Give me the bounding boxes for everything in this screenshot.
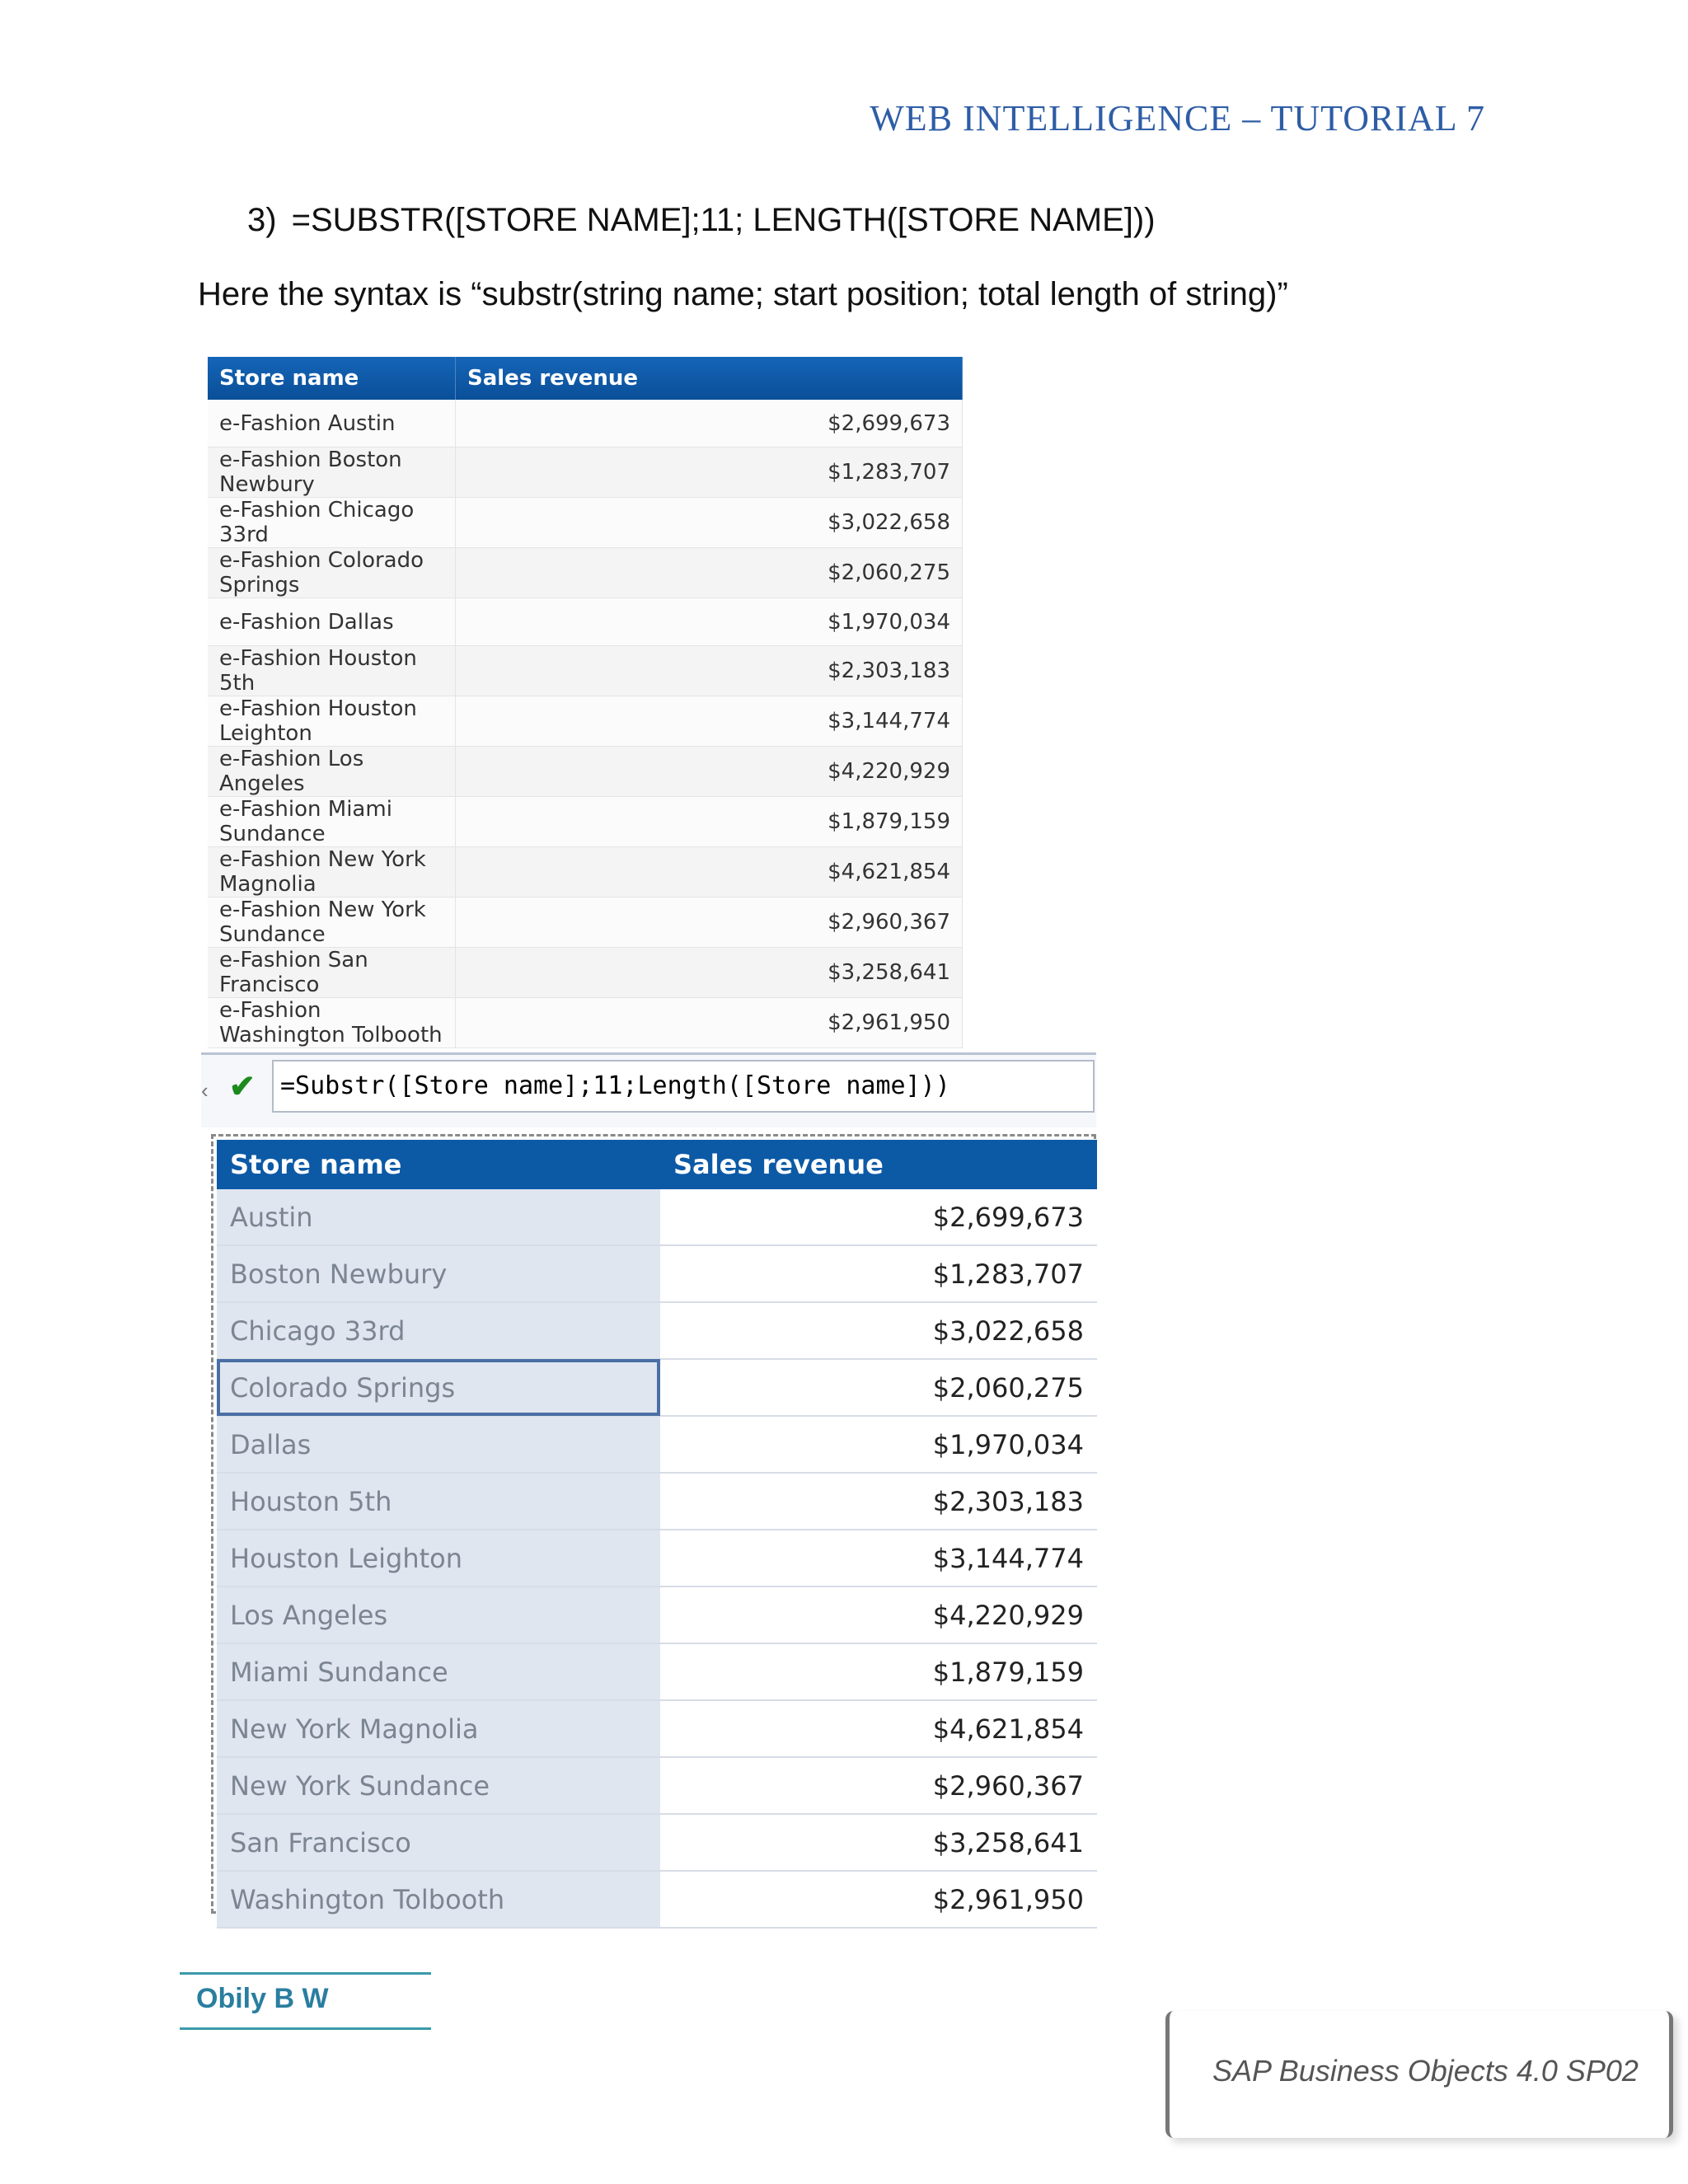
sales-revenue-cell: $3,144,774: [456, 696, 963, 747]
table-row[interactable]: [217, 1473, 1097, 1530]
sales-revenue-cell[interactable]: $2,303,183: [660, 1473, 1097, 1530]
store-name-cell: e-Fashion New York Sundance: [208, 898, 456, 948]
table-row: [208, 898, 963, 948]
table-row[interactable]: [217, 1530, 1097, 1586]
store-name-cell: e-Fashion New York Magnolia: [208, 847, 456, 898]
sales-revenue-cell[interactable]: $3,144,774: [660, 1530, 1097, 1586]
store-name-cell: e-Fashion Houston 5th: [208, 646, 456, 696]
store-name-cell: e-Fashion San Francisco: [208, 948, 456, 998]
sales-revenue-cell: $2,060,275: [456, 548, 963, 598]
syntax-description: Here the syntax is “substr(string name; start position; total length of string)”: [198, 276, 1288, 312]
store-name-cell: e-Fashion Colorado Springs: [208, 548, 456, 598]
sales-revenue-cell[interactable]: $1,879,159: [660, 1643, 1097, 1700]
sales-revenue-cell: $1,283,707: [456, 448, 963, 498]
store-name-cell[interactable]: New York Magnolia: [217, 1700, 660, 1757]
table-row[interactable]: [217, 1814, 1097, 1871]
sales-revenue-cell[interactable]: $4,621,854: [660, 1700, 1097, 1757]
table-row: [208, 646, 963, 696]
sales-revenue-cell: $2,961,950: [456, 998, 963, 1048]
table-body: [208, 400, 963, 1048]
table-row[interactable]: [217, 1871, 1097, 1928]
table-row[interactable]: [217, 1700, 1097, 1757]
sales-revenue-cell: $4,220,929: [456, 747, 963, 797]
store-name-cell[interactable]: Dallas: [217, 1416, 660, 1473]
store-name-cell: e-Fashion Houston Leighton: [208, 696, 456, 747]
store-name-cell[interactable]: New York Sundance: [217, 1757, 660, 1814]
sales-revenue-cell[interactable]: $3,022,658: [660, 1302, 1097, 1359]
store-name-cell: e-Fashion Washington Tolbooth: [208, 998, 456, 1048]
step-number: 3): [247, 202, 277, 238]
sales-revenue-cell: $3,258,641: [456, 948, 963, 998]
table-row: [208, 498, 963, 548]
sales-revenue-cell: $1,879,159: [456, 797, 963, 847]
store-name-cell[interactable]: Washington Tolbooth: [217, 1871, 660, 1928]
table-row[interactable]: [217, 1245, 1097, 1302]
store-name-cell[interactable]: Miami Sundance: [217, 1643, 660, 1700]
sales-revenue-cell[interactable]: $4,220,929: [660, 1586, 1097, 1643]
formula-bar: [201, 1052, 1096, 1127]
store-name-cell: e-Fashion Austin: [208, 400, 456, 448]
store-name-cell: e-Fashion Los Angeles: [208, 747, 456, 797]
store-name-cell[interactable]: Colorado Springs: [217, 1359, 660, 1416]
sales-revenue-cell[interactable]: $2,699,673: [660, 1189, 1097, 1245]
table-body: [217, 1189, 1097, 1928]
sales-revenue-cell[interactable]: $1,283,707: [660, 1245, 1097, 1302]
store-sales-table-substr-frame: [211, 1134, 1096, 1914]
store-name-cell: e-Fashion Boston Newbury: [208, 448, 456, 498]
product-name: SAP Business Objects 4.0 SP02: [1212, 2054, 1639, 2088]
table-row: [208, 696, 963, 747]
sales-revenue-cell[interactable]: $2,961,950: [660, 1871, 1097, 1928]
store-name-cell: e-Fashion Dallas: [208, 598, 456, 646]
table-row: [208, 847, 963, 898]
store-name-cell: e-Fashion Chicago 33rd: [208, 498, 456, 548]
store-sales-table-original: [208, 357, 963, 1048]
column-header-sales-revenue: Sales revenue: [456, 357, 963, 400]
product-box: [1165, 2011, 1673, 2138]
table-row: [208, 400, 963, 448]
table-row: [208, 548, 963, 598]
formula-text: =SUBSTR([STORE NAME];11; LENGTH([STORE NAME])): [291, 202, 1156, 238]
sales-revenue-cell: $3,022,658: [456, 498, 963, 548]
formula-heading: [247, 202, 1156, 239]
store-name-cell[interactable]: Houston Leighton: [217, 1530, 660, 1586]
table-row[interactable]: [217, 1189, 1097, 1245]
page-header-title: WEB INTELLIGENCE – TUTORIAL 7: [870, 98, 1485, 138]
sales-revenue-cell[interactable]: $1,970,034: [660, 1416, 1097, 1473]
check-icon[interactable]: ✔: [229, 1070, 256, 1104]
column-header-store-name[interactable]: Store name: [217, 1140, 660, 1189]
store-name-cell: e-Fashion Miami Sundance: [208, 797, 456, 847]
sales-revenue-cell: $1,970,034: [456, 598, 963, 646]
table-row[interactable]: [217, 1586, 1097, 1643]
formula-input[interactable]: =Substr([Store name];11;Length([Store name])): [272, 1060, 1095, 1113]
table-row[interactable]: [217, 1302, 1097, 1359]
table-row[interactable]: [217, 1416, 1097, 1473]
table-row: [208, 998, 963, 1048]
author-box: [180, 1972, 431, 2030]
sales-revenue-cell[interactable]: $2,960,367: [660, 1757, 1097, 1814]
author-name: Obily B W: [196, 1983, 329, 2014]
table-row[interactable]: [217, 1757, 1097, 1814]
collapse-arrow-icon[interactable]: ‹: [201, 1078, 209, 1103]
store-name-cell[interactable]: Boston Newbury: [217, 1245, 660, 1302]
table-row: [208, 598, 963, 646]
store-name-cell[interactable]: Austin: [217, 1189, 660, 1245]
sales-revenue-cell: $2,303,183: [456, 646, 963, 696]
sales-revenue-cell[interactable]: $3,258,641: [660, 1814, 1097, 1871]
store-name-cell[interactable]: Chicago 33rd: [217, 1302, 660, 1359]
sales-revenue-cell: $2,699,673: [456, 400, 963, 448]
column-header-sales-revenue[interactable]: Sales revenue: [660, 1140, 1097, 1189]
table-row: [208, 797, 963, 847]
column-header-store-name: Store name: [208, 357, 456, 400]
store-name-cell[interactable]: San Francisco: [217, 1814, 660, 1871]
store-sales-table-substr: [217, 1140, 1097, 1929]
sales-revenue-cell: $4,621,854: [456, 847, 963, 898]
sales-revenue-cell[interactable]: $2,060,275: [660, 1359, 1097, 1416]
store-name-cell[interactable]: Los Angeles: [217, 1586, 660, 1643]
table-row: [208, 448, 963, 498]
table-row: [208, 747, 963, 797]
store-name-cell[interactable]: Houston 5th: [217, 1473, 660, 1530]
table-row[interactable]: [217, 1643, 1097, 1700]
table-row: [208, 948, 963, 998]
sales-revenue-cell: $2,960,367: [456, 898, 963, 948]
table-row[interactable]: [217, 1359, 1097, 1416]
